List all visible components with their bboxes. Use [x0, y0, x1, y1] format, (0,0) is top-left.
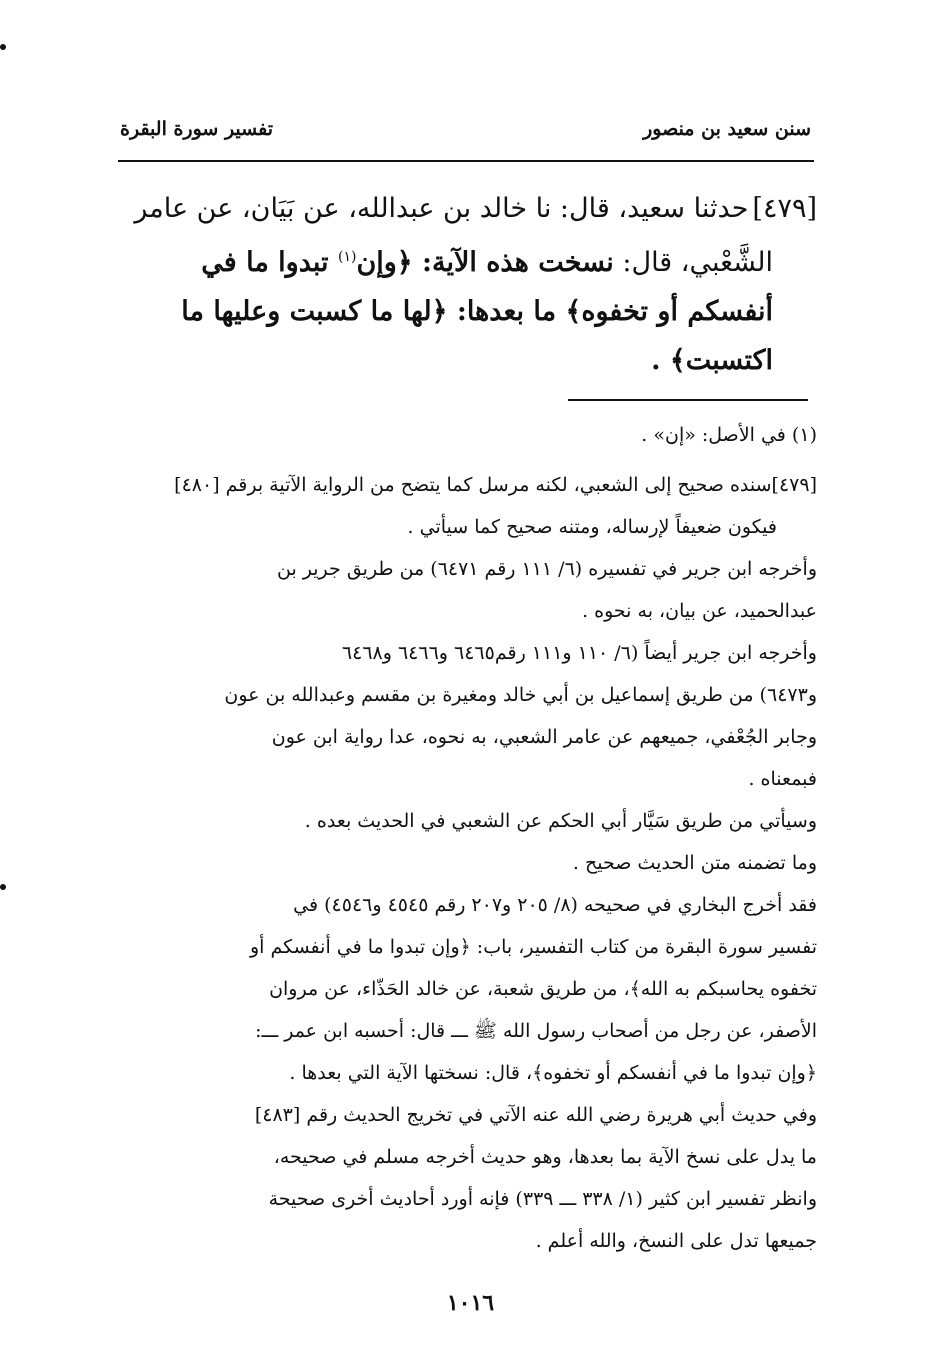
takhrij-notes — [123, 464, 817, 1262]
note-line: وجابر الجُعْفي، جميعهم عن عامر الشعبي، به نحوه، عدا رواية ابن عون — [271, 726, 817, 748]
scan-mark — [0, 44, 6, 50]
footnote-marker: (١) — [337, 249, 357, 265]
note-line: وما تضمنه متن الحديث صحيح . — [572, 852, 817, 874]
note-line: فيكون ضعيفاً لإرساله، ومتنه صحيح كما سيأتي . — [407, 516, 777, 538]
scan-mark — [0, 884, 6, 890]
note-line: فبمعناه . — [748, 768, 817, 790]
note-line: وأخرجه ابن جرير أيضاً (٦/ ١١٠ و١١١ رقم٦٤٦٥ و٦٤٦٦ و٦٤٦٨ — [341, 642, 817, 664]
note-line: فقد أخرج البخاري في صحيحه (٨/ ٢٠٥ و٢٠٧ رقم ٤٥٤٥ و٤٥٤٦) في — [293, 894, 817, 916]
footnote-divider — [568, 399, 808, 401]
note-line: و٦٤٧٣) من طريق إسماعيل بن أبي خالد ومغيرة بن مقسم وعبدالله بن عون — [224, 684, 817, 706]
note-line: ﴿وإن تبدوا ما في أنفسكم أو تخفوه﴾، قال: نسختها الآية التي بعدها . — [289, 1062, 817, 1084]
hadith-line: اكتسبت﴾ . — [651, 345, 773, 376]
note-line: وأخرجه ابن جرير في تفسيره (٦/ ١١١ رقم ٦٤٧١) من طريق جرير بن — [276, 558, 817, 580]
note-line: تفسير سورة البقرة من كتاب التفسير، باب: ﴿وإن تبدوا ما في أنفسكم أو — [249, 936, 817, 958]
hadith-number: [٤٧٩] — [752, 193, 817, 224]
note-line: تخفوه يحاسبكم به الله﴾، من طريق شعبة، عن خالد الحَذّاء، عن مروان — [269, 978, 817, 1000]
note-line: وفي حديث أبي هريرة رضي الله عنه الآتي في تخريج الحديث رقم [٤٨٣] — [254, 1104, 817, 1126]
hadith-line: [٤٧٩]حدثنا سعيد، قال: نا خالد بن عبدالله، عن بَيَان، عن عامر — [134, 193, 817, 224]
note-line: وسيأتي من طريق سَيَّار أبي الحكم عن الشعبي في الحديث بعده . — [304, 810, 817, 832]
footnote: (١) في الأصل: «إن» . — [641, 424, 817, 446]
header-divider — [118, 160, 814, 162]
hadith-line: أنفسكم أو تخفوه﴾ ما بعدها: ﴿لها ما كسبت وعليها ما — [181, 296, 773, 327]
hadith-line: الشَّعْبي، قال: نسخت هذه الآية: ﴿وإن$^{(١)}$ تبدوا ما في — [201, 247, 773, 278]
running-header-book-title: سنن سعيد بن منصور — [643, 118, 811, 140]
note-line: عبدالحميد، عن بيان، به نحوه . — [582, 600, 817, 622]
note-line: الأصفر، عن رجل من أصحاب رسول الله ﷺ ـــ قال: أحسبه ابن عمر ـــ: — [255, 1020, 817, 1042]
page-number: ١٠١٦ — [446, 1290, 495, 1316]
hadith-text — [125, 184, 817, 385]
note-line: [٤٧٩]سنده صحيح إلى الشعبي، لكنه مرسل كما يتضح من الرواية الآتية برقم [٤٨٠] — [174, 474, 817, 496]
note-line: جميعها تدل على النسخ، والله أعلم . — [535, 1230, 817, 1252]
running-header-section-title: تفسير سورة البقرة — [120, 118, 274, 140]
note-line: وانظر تفسير ابن كثير (١/ ٣٣٨ ـــ ٣٣٩) فإنه أورد أحاديث أخرى صحيحة — [268, 1188, 817, 1210]
note-line: ما يدل على نسخ الآية بما بعدها، وهو حديث أخرجه مسلم في صحيحه، — [273, 1146, 817, 1168]
